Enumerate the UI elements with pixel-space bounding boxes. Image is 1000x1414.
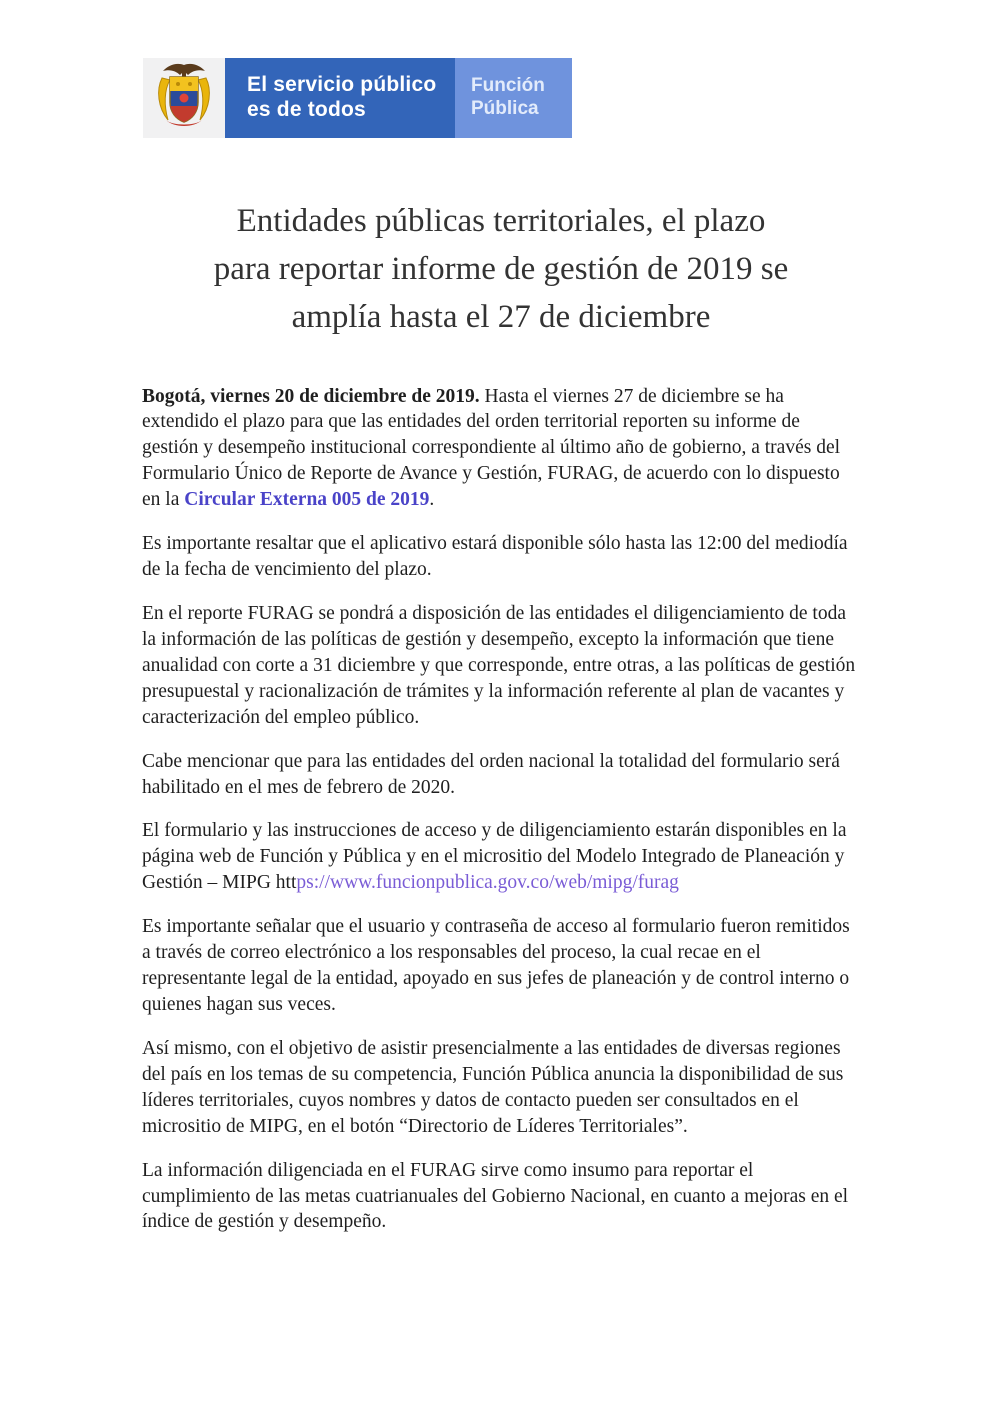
paragraph-furag-scope: En el reporte FURAG se pondrá a disposición de las entidades el diligenciamiento de toda la información de las políticas de gestión y desempeño, excepto la información que tiene anualidad con corte a 31 diciembre y que corresponde, entre otras, a las políticas de gestión presupuestal y racionalización de trámites y la información referente al plan de vacantes y caracterización del empleo público. <box>142 602 856 728</box>
mipg-furag-url-link[interactable]: ps://www.funcionpublica.gov.co/web/mipg/furag <box>296 872 679 894</box>
title-line: para reportar informe de gestión de 2019 se <box>213 250 789 287</box>
article <box>142 198 860 1253</box>
paragraph-national-entities: Cabe mencionar que para las entidades del orden nacional la totalidad del formulario será habilitado en el mes de febrero de 2020. <box>142 750 840 798</box>
colombia-coat-of-arms-icon <box>156 62 212 135</box>
paragraph-territorial-leaders: Así mismo, con el objetivo de asistir presencialmente a las entidades de diversas regiones del país en los temas de su competencia, Función Pública anuncia la disponibilidad de sus líderes territoriales, cuyos nombres y datos de contacto pueden ser consultados en el micrositio de MIPG, en el botón “Directorio de Líderes Territoriales”. <box>142 1037 844 1137</box>
intro-text-end: . <box>429 489 435 511</box>
circular-externa-link[interactable]: Circular Externa 005 de 2019 <box>184 489 430 511</box>
paragraph-goals: La información diligenciada en el FURAG sirve como insumo para reportar el cumplimiento de las metas cuatrianuales del Gobierno Nacional, en cuanto a mejoras en el índice de gestión y desempeño. <box>142 1159 849 1233</box>
header-banner <box>143 58 572 138</box>
intro-text: Hasta el viernes 27 de diciembre se ha extendido el plazo para que las entidades del orden territorial reporten su informe de gestión y desempeño institucional correspondiente al último año de gobierno, a través del Formulario Único de Reporte de Avance y Gestión, FURAG, de acuerdo con lo dispuesto en la <box>142 385 841 511</box>
logo-tile <box>143 58 225 138</box>
paragraph-form-availability <box>142 818 860 896</box>
paragraph-intro <box>142 384 860 514</box>
slogan-line-2: es de todos <box>247 98 366 121</box>
brand-line-2: Pública <box>471 98 539 119</box>
paragraph-credentials: Es importante señalar que el usuario y contraseña de acceso al formulario fueron remitidos a través de correo electrónico a los responsables del proceso, la cual recae en el representante legal de la entidad, apoyado en sus jefes de planeación y de control interno o quienes hagan sus veces. <box>142 916 850 1015</box>
banner-brand <box>455 58 572 138</box>
dateline: Bogotá, viernes 20 de diciembre de 2019. <box>142 385 480 407</box>
brand-line-1: Función <box>471 75 545 97</box>
banner-slogan <box>225 58 455 138</box>
title-line: amplía hasta el 27 de diciembre <box>291 298 711 335</box>
paragraph-deadline: Es importante resaltar que el aplicativo estará disponible sólo hasta las 12:00 del mediodía de la fecha de vencimiento del plazo. <box>142 533 848 581</box>
title-line: Entidades públicas territoriales, el plazo <box>236 203 766 239</box>
slogan-line-1: El servicio público <box>247 73 437 97</box>
form-availability-text: El formulario y las instrucciones de acceso y de diligenciamiento estarán disponibles en la página web de Función y Pública y en el micrositio del Modelo Integrado de Planeación y Gestión – MIPG htt <box>142 820 847 894</box>
page-title <box>142 198 860 342</box>
